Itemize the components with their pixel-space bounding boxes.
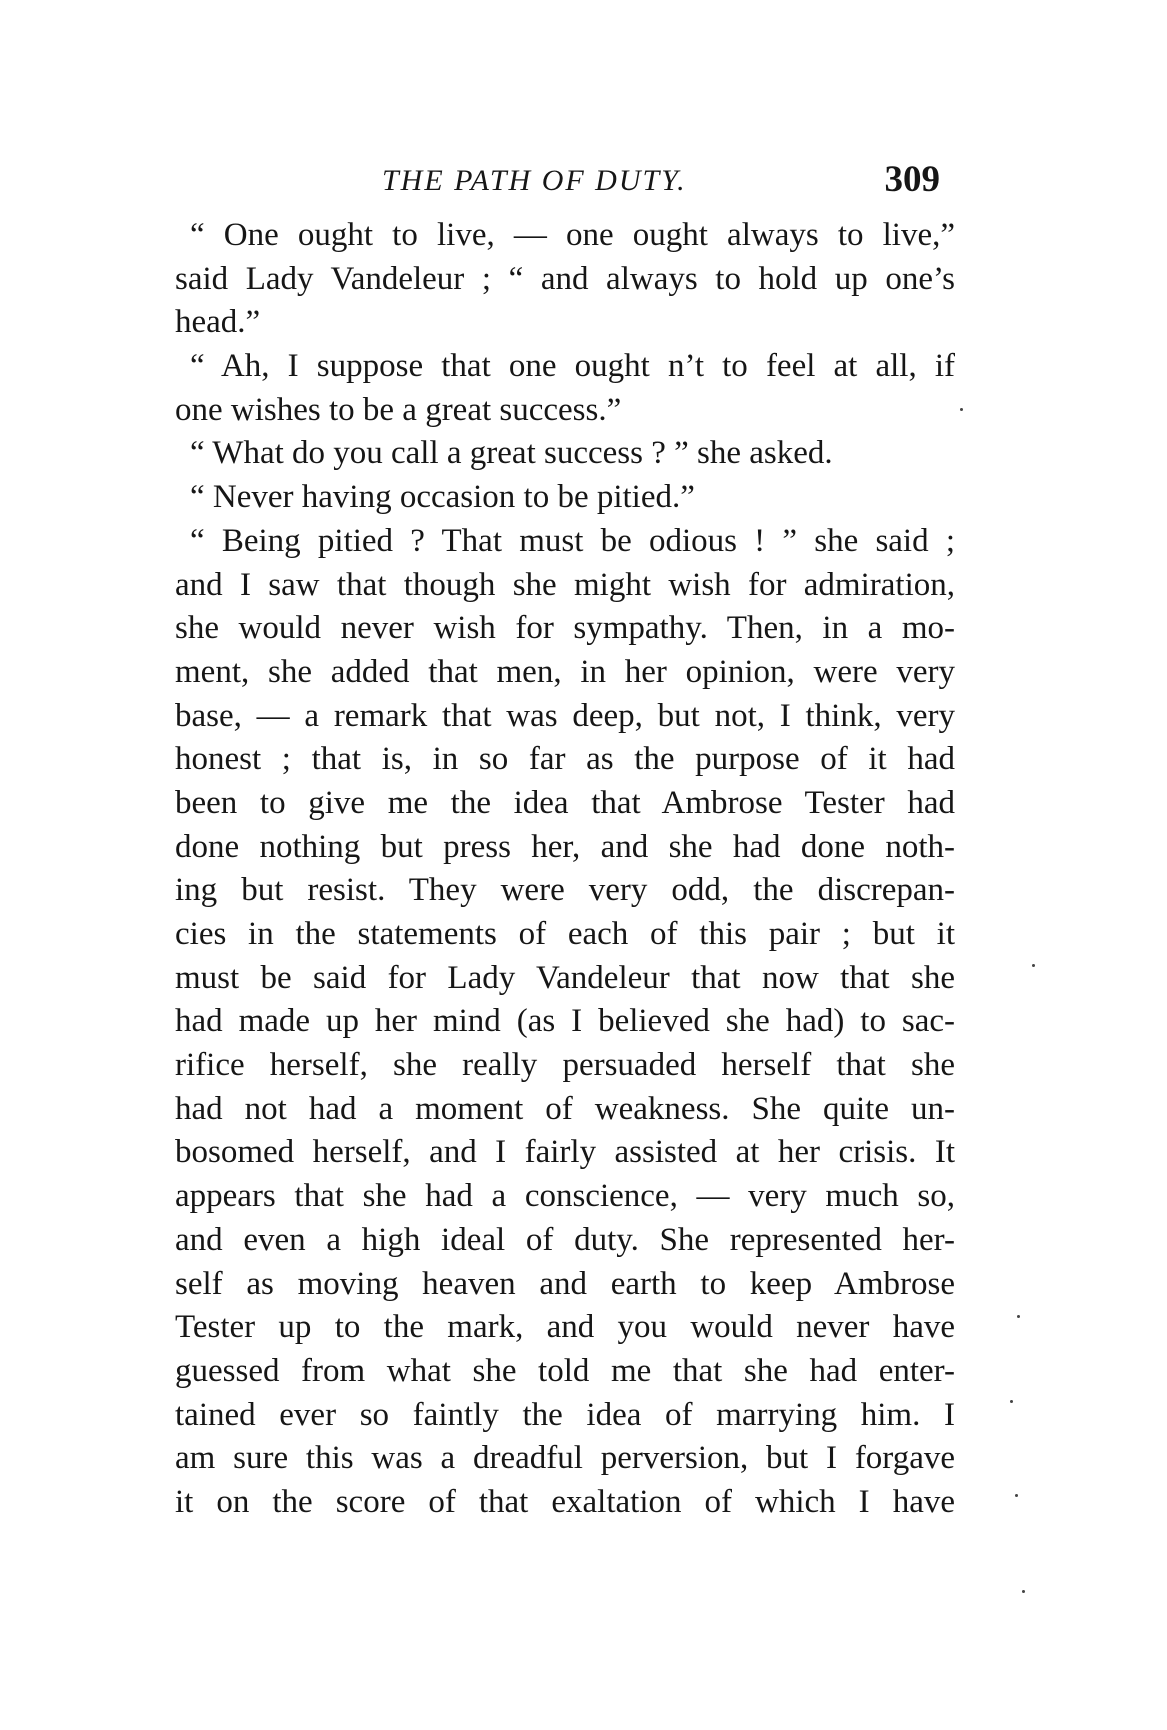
text-line: bosomed herself, and I fairly assisted at her crisis. It (175, 1134, 955, 1171)
page-number: 309 (884, 159, 940, 200)
text-line: and even a high ideal of duty. She represented her- (175, 1221, 955, 1258)
text-line: it on the score of that exaltation of which I have (175, 1483, 955, 1520)
scan-speck (1022, 1590, 1025, 1593)
text-line: guessed from what she told me that she had enter- (175, 1352, 955, 1389)
text-line: honest ; that is, in so far as the purpose of it had (175, 741, 955, 778)
text-line: “ Ah, I suppose that one ought n’t to feel at all, if (190, 348, 955, 385)
text-line: must be said for Lady Vandeleur that now that she (175, 959, 955, 996)
text-line: one wishes to be a great success.” (175, 391, 622, 428)
running-title: THE PATH OF DUTY. (382, 164, 687, 197)
text-line: ment, she added that men, in her opinion, were very (175, 653, 955, 690)
text-line: tained ever so faintly the idea of marrying him. I (175, 1396, 955, 1433)
running-head (175, 158, 955, 208)
text-line: base, — a remark that was deep, but not, I think, very (175, 697, 955, 734)
text-line: had made up her mind (as I believed she had) to sac- (175, 1003, 955, 1040)
text-line: done nothing but press her, and she had done noth- (175, 828, 955, 865)
text-line: “ What do you call a great success ? ” she asked. (190, 435, 833, 472)
text-line: Tester up to the mark, and you would never have (175, 1309, 955, 1346)
scan-speck (1010, 1400, 1013, 1403)
text-line: “ One ought to live, — one ought always to live,” (190, 217, 955, 253)
text-line: appears that she had a conscience, — very much so, (175, 1178, 955, 1215)
text-line: self as moving heaven and earth to keep Ambrose (175, 1265, 955, 1302)
text-line: head.” (175, 304, 261, 341)
text-line: said Lady Vandeleur ; “ and always to hold up one’s (175, 260, 955, 297)
text-line: “ Being pitied ? That must be odious ! ” she said ; (190, 522, 955, 559)
scan-speck (960, 408, 963, 411)
scan-speck (1032, 964, 1035, 967)
text-line: had not had a moment of weakness. She quite un- (175, 1090, 955, 1127)
text-line: and I saw that though she might wish for admiration, (175, 566, 955, 603)
text-line: rifice herself, she really persuaded herself that she (175, 1047, 955, 1084)
scan-speck (1017, 1315, 1020, 1318)
text-line: been to give me the idea that Ambrose Tester had (175, 784, 955, 821)
text-line: cies in the statements of each of this pair ; but it (175, 916, 955, 952)
text-line: she would never wish for sympathy. Then, in a mo- (175, 610, 955, 647)
text-line: ing but resist. They were very odd, the discrepan- (175, 872, 955, 909)
text-line: “ Never having occasion to be pitied.” (190, 479, 695, 516)
scan-speck (1015, 1494, 1018, 1497)
body-text (175, 214, 955, 1525)
text-line: am sure this was a dreadful perversion, but I forgave (175, 1440, 955, 1477)
